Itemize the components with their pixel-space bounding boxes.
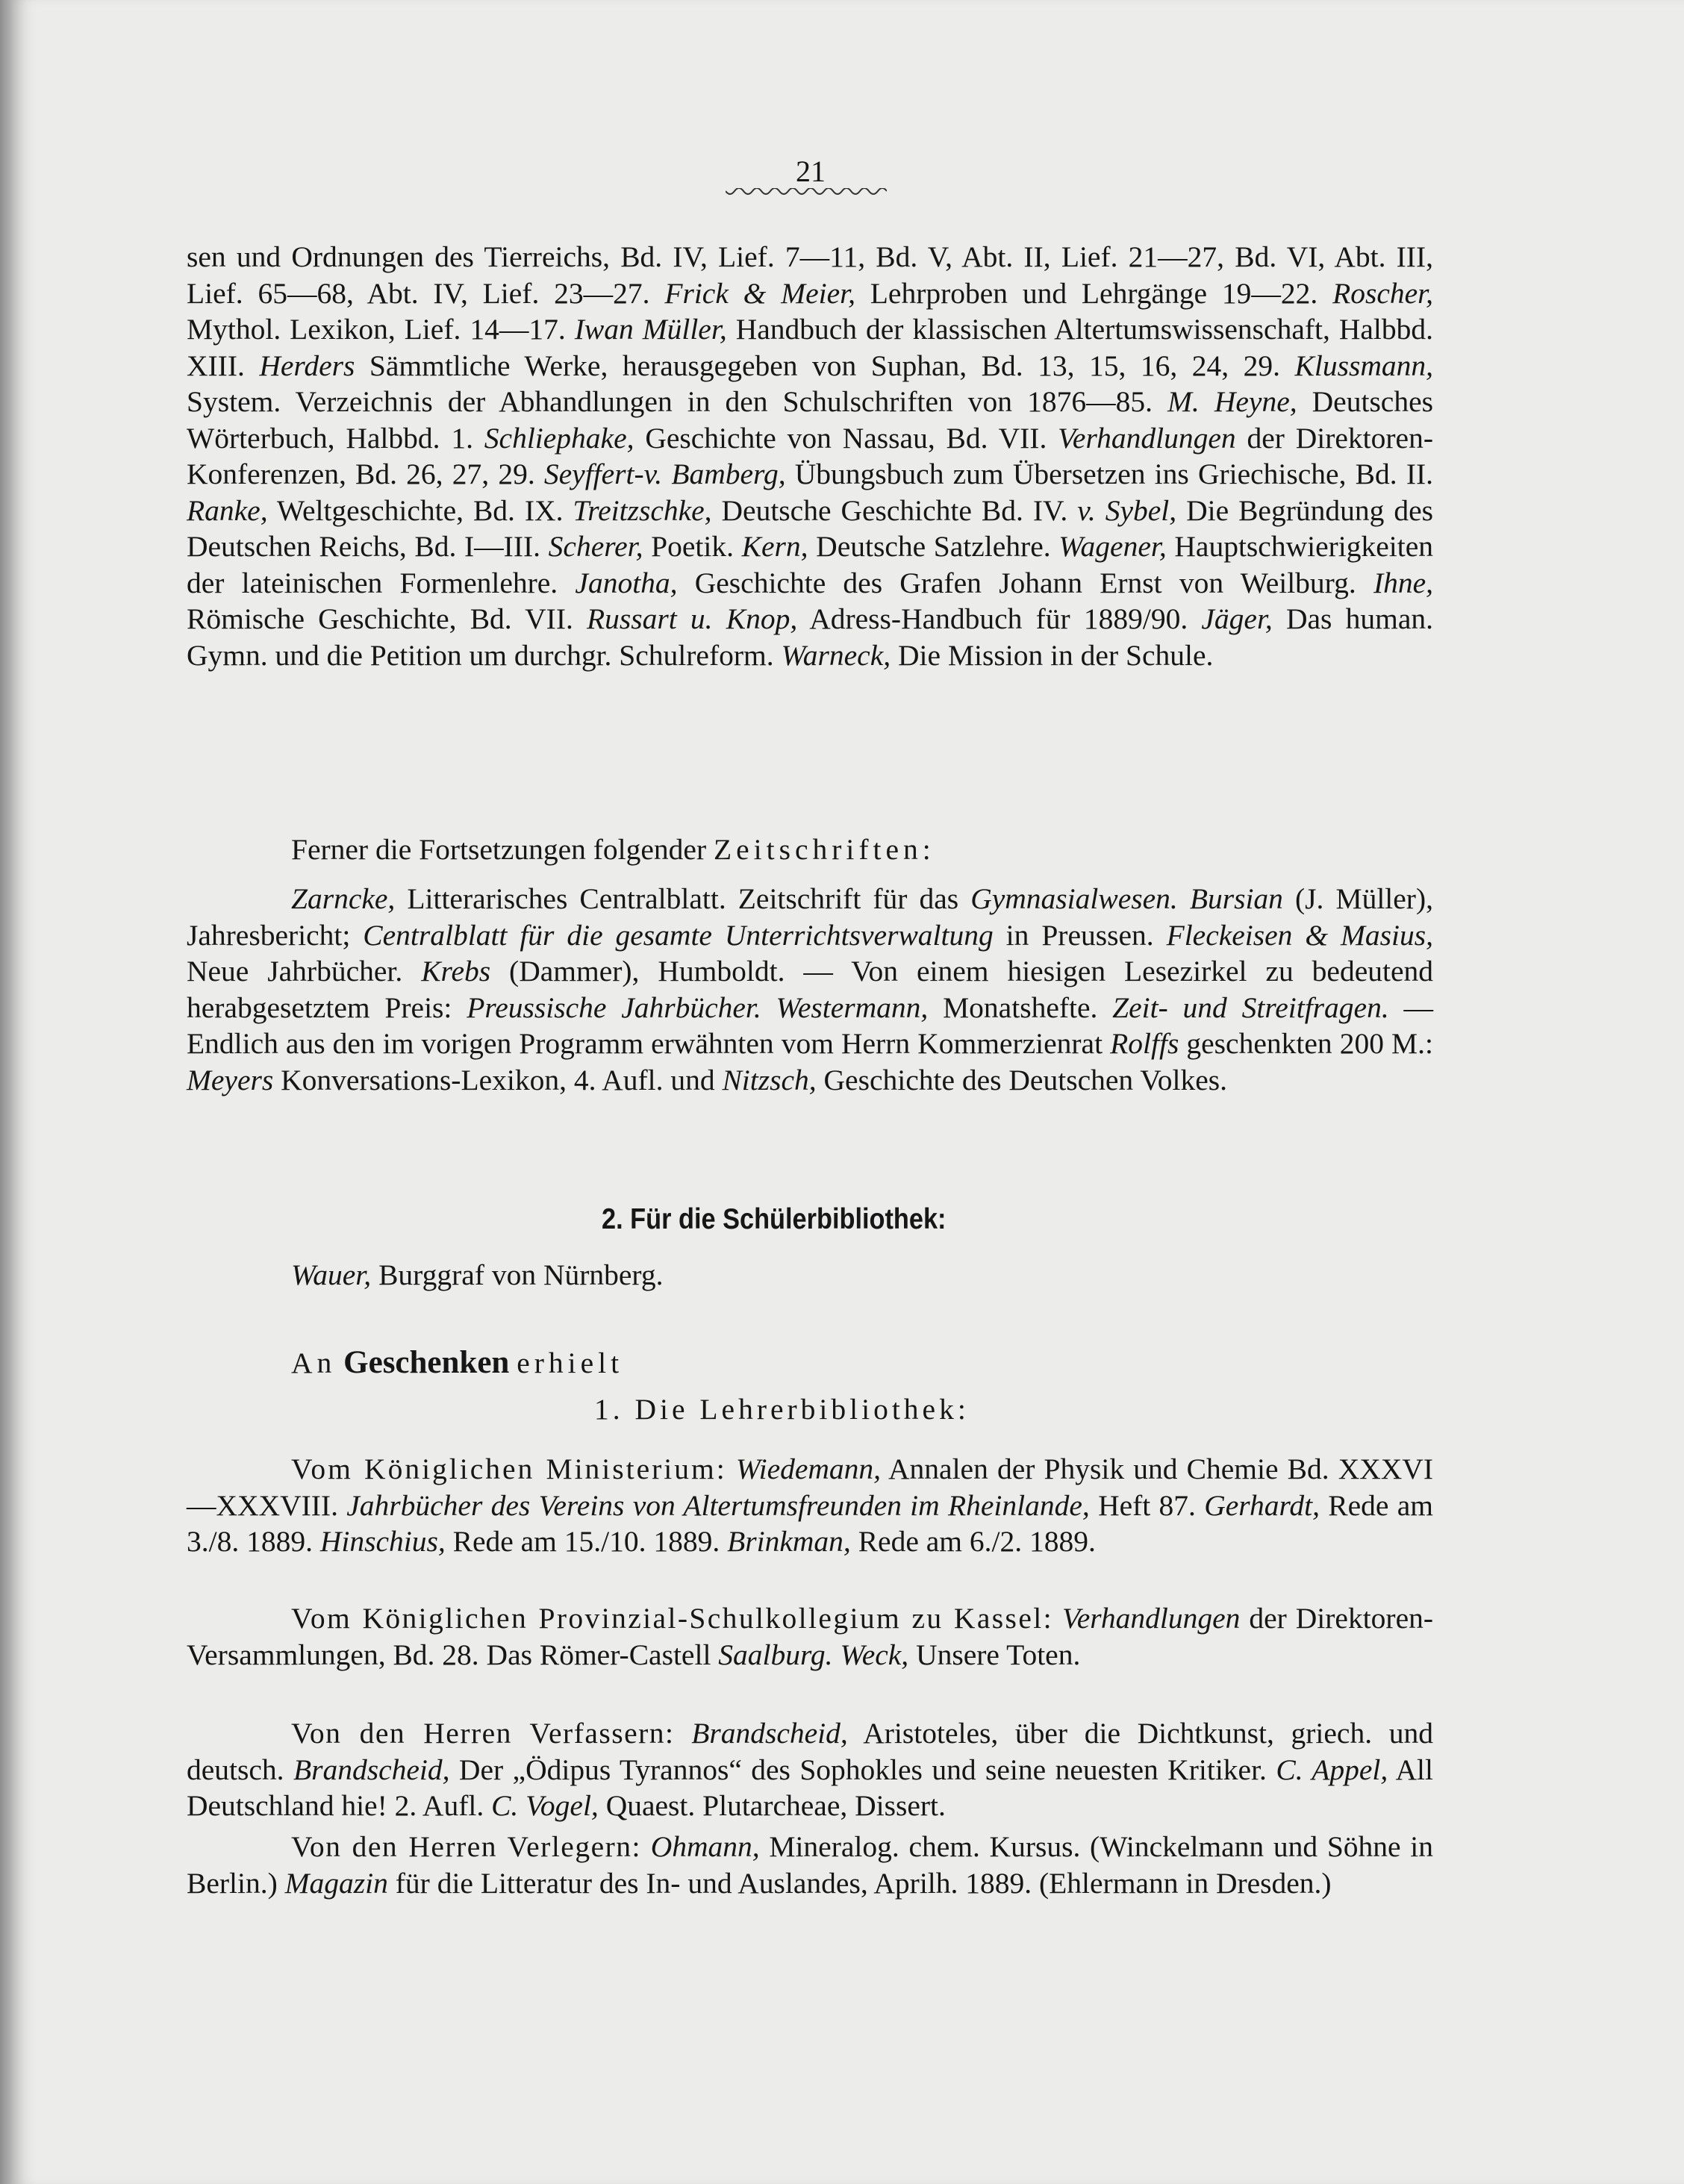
gift-verleger-paragraph: Von den Herren Verlegern: Ohmann, Mineralog. chem. Kursus. (Winckelmann und Söhne in Berlin.) Magazin für die Litteratur des In- und Auslandes, Aprilh. 1889. (Ehlermann in Dresden.) — [187, 1830, 1433, 1900]
gifts-intro: An Geschenken erhielt — [291, 1345, 624, 1380]
periodicals-intro: Ferner die Fortsetzungen folgender Zeitschriften: — [291, 833, 931, 866]
document-page — [12, 0, 1684, 2184]
gift-verfasser-paragraph: Von den Herren Verfassern: Brandscheid, Aristoteles, über die Dichtkunst, griech. und deutsch. Brandscheid, Der „Ödipus Tyrannos“ des Sophokles und seine neuesten Kritiker. C. Appel, All Deutschland hie! 2. Aufl. C. Vogel, Quaest. Plutarcheae, Dissert. — [187, 1717, 1433, 1822]
page-number: 21 — [796, 155, 826, 188]
section-heading-lehrerbibliothek: 1. Die Lehrerbibliothek: — [594, 1393, 970, 1426]
section-heading-schuelerbibliothek: 2. Für die Schülerbibliothek: — [602, 1203, 947, 1235]
book-gutter-edge — [0, 0, 12, 2184]
gift-ministerium-paragraph: Vom Königlichen Ministerium: Wiedemann, Annalen der Physik und Chemie Bd. XXXVI—XXXVIII. Jahrbücher des Vereins von Altertumsfreunden im Rheinlande, Heft 87. Gerhardt, Rede am 3./8. 1889. Hinschius, Rede am 15./10. 1889. Brinkman, Rede am 6./2. 1889. — [187, 1453, 1433, 1558]
schuelerbibliothek-entry: Wauer, Burggraf von Nürnberg. — [291, 1258, 664, 1291]
gift-provinzial-paragraph: Vom Königlichen Provinzial-Schulkollegium zu Kassel: Verhandlungen der Direktoren-Versammlungen, Bd. 28. Das Römer-Castell Saalburg. Weck, Unsere Toten. — [187, 1602, 1434, 1671]
acquisitions-list-paragraph: sen und Ordnungen des Tierreichs, Bd. IV, Lief. 7—11, Bd. V, Abt. II, Lief. 21—27, Bd. VI, Abt. III, Lief. 65—68, Abt. IV, Lief. 23—27. Frick & Meier, Lehrproben und Lehrgänge 19—22. Roscher, Mythol. Lexikon, Lief. 14—17. Iwan Müller, Handbuch der klassischen Altertumswissenschaft, Halbbd. XIII. Herders Sämmtliche Werke, herausgegeben von Suphan, Bd. 13, 15, 16, 24, 29. Klussmann, System. Verzeichnis der Abhandlungen in den Schulschriften von 1876—85. M. Heyne, Deutsches Wörterbuch, Halbbd. 1. Schliephake, Geschichte von Nassau, Bd. VII. Verhandlungen der Direktoren-Konferenzen, Bd. 26, 27, 29. Seyffert-v. Bamberg, Übungsbuch zum Übersetzen ins Griechische, Bd. II. Ranke, Weltgeschichte, Bd. IX. Treitzschke, Deutsche Geschichte Bd. IV. v. Sybel, Die Begründung des Deutschen Reichs, Bd. I—III. Scherer, Poetik. Kern, Deutsche Satzlehre. Wagener, Hauptschwierigkeiten der lateinischen Formenlehre. Janotha, Geschichte des Grafen Johann Ernst von Weilburg. Ihne, Römische Geschichte, Bd. VII. Russart u. Knop, Adress-Handbuch für 1889/90. Jäger, Das human. Gymn. und die Petition um durchgr. Schulreform. Warneck, Die Mission in der Schule. — [187, 240, 1434, 672]
periodicals-paragraph: Zarncke, Litterarisches Centralblatt. Zeitschrift für das Gymnasialwesen. Bursian (J. Müller), Jahresbericht; Centralblatt für die gesamte Unterrichtsverwaltung in Preussen. Fleckeisen & Masius, Neue Jahrbücher. Krebs (Dammer), Humboldt. — Von einem hiesigen Lesezirkel zu bedeutend herabgesetztem Preis: Preussische Jahrbücher. Westermann, Monatshefte. Zeit- und Streitfragen. — Endlich aus den im vorigen Programm erwähnten vom Herrn Kommerzienrat Rolffs geschenkten 200 M.: Meyers Konversations-Lexikon, 4. Aufl. und Nitzsch, Geschichte des Deutschen Volkes. — [187, 882, 1434, 1096]
page-number-ornament — [726, 188, 887, 199]
